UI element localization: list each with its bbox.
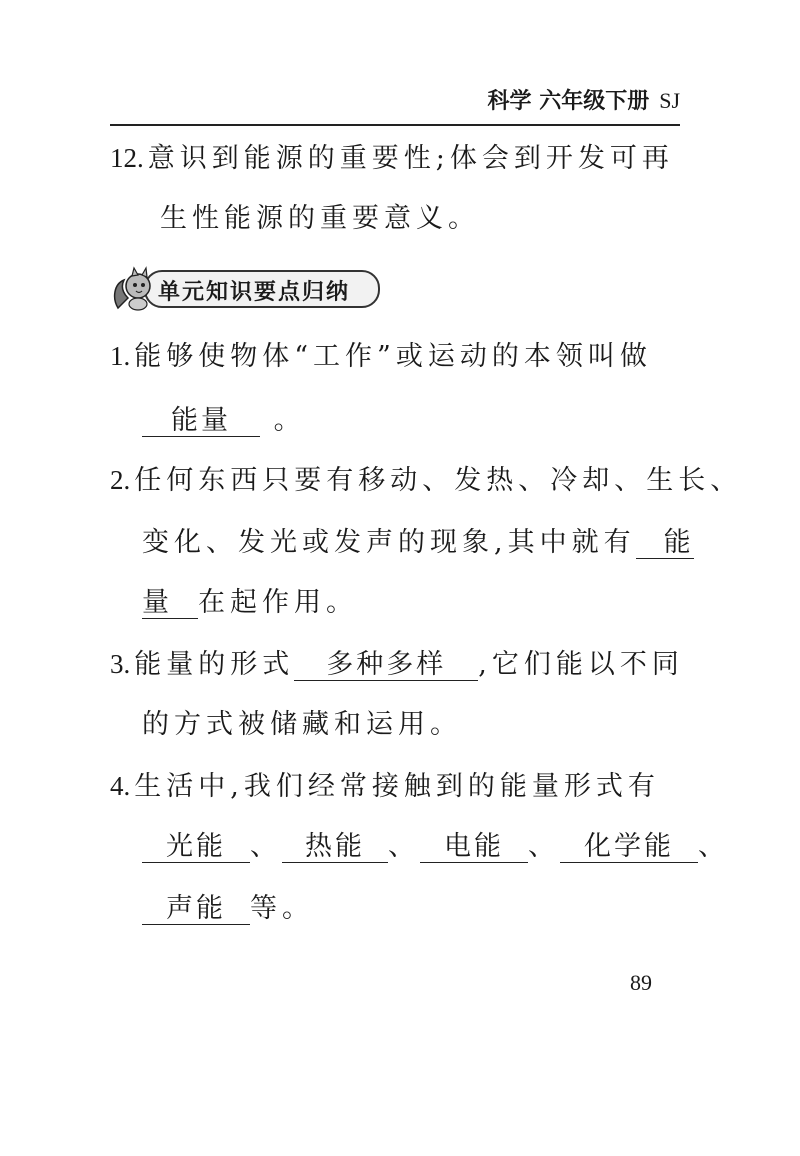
q3-answer-blank: 多种多样 xyxy=(294,650,478,681)
q4-line1 xyxy=(110,764,660,803)
q4-answer-blank: 光能 xyxy=(142,832,250,863)
q4-end: 等。 xyxy=(250,893,314,924)
q4-answer-blank: 电能 xyxy=(420,832,528,863)
q4-separator: 、 xyxy=(698,831,730,862)
q1-answer-blank: 能量 xyxy=(142,406,260,437)
q1-end: 。 xyxy=(273,405,306,436)
section-banner xyxy=(110,264,382,312)
q4-separator: 、 xyxy=(528,831,560,862)
q4-separator: 、 xyxy=(250,831,282,862)
q3-line2: 的方式被储藏和运用。 xyxy=(142,709,462,740)
q2-answer-blank-b: 量 xyxy=(142,588,198,619)
item12-number: 12. xyxy=(110,143,144,173)
q4-text: 生活中,我们经常接触到的能量形式有 xyxy=(134,771,660,802)
header-rule xyxy=(110,124,680,126)
q1-text: 能够使物体“工作”或运动的本领叫做 xyxy=(134,341,652,372)
q3-line1 xyxy=(110,642,684,681)
q2-text2: 变化、发光或发声的现象,其中就有 xyxy=(142,527,636,558)
q1-line1 xyxy=(110,334,652,373)
item12-text: 意识到能源的重要性;体会到开发可再 xyxy=(147,143,674,174)
page-header xyxy=(110,84,680,115)
q4-line2 xyxy=(142,824,730,863)
q3-number: 3. xyxy=(110,649,131,679)
edition-code: SJ xyxy=(659,88,680,113)
q3-text-post: ,它们能以不同 xyxy=(478,649,684,680)
squirrel-icon xyxy=(110,264,160,312)
page-number: 89 xyxy=(630,970,652,995)
q4-answer-blank: 声能 xyxy=(142,894,250,925)
q2-number: 2. xyxy=(110,465,131,495)
item12-line2: 生性能源的重要意义。 xyxy=(160,203,480,234)
q2-answer-blank-a: 能 xyxy=(636,528,694,559)
book-title: 科学 六年级下册 xyxy=(487,89,650,114)
item12-line1 xyxy=(110,136,674,175)
q4-answer-blank: 热能 xyxy=(282,832,388,863)
q1-number: 1. xyxy=(110,341,131,371)
q2-line1 xyxy=(110,458,742,497)
q2-line2 xyxy=(142,520,694,559)
q4-separator: 、 xyxy=(388,831,420,862)
banner-label: 单元知识要点归纳 xyxy=(158,280,351,305)
q4-answer-blank: 化学能 xyxy=(560,832,698,863)
q4-number: 4. xyxy=(110,771,131,801)
q2-line3 xyxy=(142,580,358,619)
q1-line2 xyxy=(142,398,306,437)
q2-text3: 在起作用。 xyxy=(198,587,358,618)
q4-line3 xyxy=(142,886,314,925)
q2-text: 任何东西只要有移动、发热、冷却、生长、 xyxy=(134,465,743,496)
q3-text: 能量的形式 xyxy=(134,649,295,680)
